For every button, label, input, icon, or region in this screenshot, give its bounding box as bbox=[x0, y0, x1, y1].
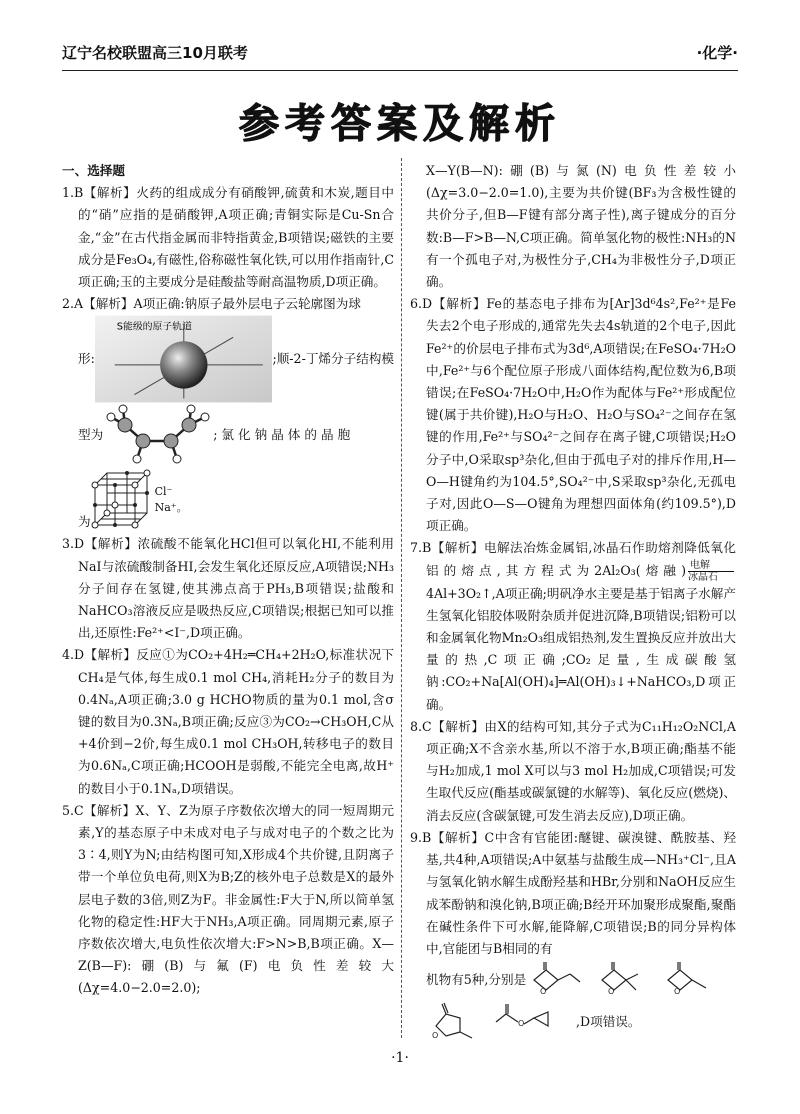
answer-2-text-d: ;氯化钠晶体的晶胞 bbox=[213, 427, 355, 443]
answer-9-isomer-row-2 bbox=[410, 1000, 736, 1044]
oxygen-label: O bbox=[518, 1019, 525, 1029]
nacl-legend bbox=[155, 484, 188, 516]
hydrogen-atom bbox=[119, 405, 127, 413]
reaction-condition bbox=[688, 560, 734, 583]
cyclopropyl-ring bbox=[534, 1012, 548, 1026]
answer-8: 8.C【解析】由X的结构可知,其分子式为C₁₁H₁₂O₂NCl,A项正确;X不含亲水基,所以不溶于水,B项正确;酯基不能与H₂加成,1 mol X可以与3 mol H₂加成,C项错误;可发生取代反应(酯基或碳氯键的水解等)、氧化反应(燃烧)、消去反应(含碳氯键,可发生消去反应),D项正确。 bbox=[410, 718, 736, 823]
answer-2-nacl-row bbox=[62, 467, 394, 533]
left-column bbox=[62, 160, 394, 1000]
answer-2-intro: 2.A【解析】A项正确:钠原子最外层电子云轮廓图为球 bbox=[62, 296, 361, 312]
answer-9-isomer-row bbox=[410, 960, 736, 1000]
answer-2-butene-row bbox=[62, 403, 394, 467]
header-right: ·化学· bbox=[696, 44, 738, 62]
hydrogen-atom bbox=[107, 413, 115, 421]
header-rule bbox=[62, 70, 738, 71]
answer-9-text-b: 机物有5种,分别是 bbox=[426, 972, 527, 987]
condition-top: 电解 bbox=[690, 559, 710, 571]
oxygen-label: O bbox=[540, 987, 547, 997]
carbon-atom bbox=[118, 418, 132, 432]
isomer-structures-row-2 bbox=[426, 1000, 576, 1044]
s-orbital-figure bbox=[95, 315, 273, 403]
answer-1: 1.B【解析】火药的组成成分有硝酸钾,硫黄和木炭,题目中的“硝”应指的是硝酸钾,A项正确;青铜实际是Cu-Sn合金,“金”在古代指金属而非特指黄金,B项错误;磁铁的主要成分是Fe₃O₄,有磁性,俗称磁性氧化铁,可以用作指南针,C项正确;玉的主要成分是硅酸盐等耐高温物质,D项正确。 bbox=[62, 185, 394, 290]
carbon-atom bbox=[182, 418, 196, 432]
answer-2-text-e: 为 bbox=[78, 514, 91, 530]
isomer-structures-row-1 bbox=[526, 960, 726, 1000]
column-divider bbox=[401, 158, 402, 1038]
carbon-atom bbox=[136, 434, 150, 448]
page-number: ·1· bbox=[391, 1050, 409, 1066]
legend-na: Na⁺。 bbox=[154, 501, 188, 515]
s-orbital-sphere bbox=[160, 342, 207, 389]
nacl-unit-cell bbox=[91, 469, 153, 531]
orbital-label: S能级的原子轨道 bbox=[116, 321, 192, 333]
section-heading: 一、选择题 bbox=[62, 163, 125, 178]
oxygen-label: O bbox=[432, 1031, 439, 1041]
hydrogen-atom bbox=[133, 455, 141, 463]
answer-2-sphere-row bbox=[62, 315, 394, 403]
header-left: 辽宁名校联盟高三10月联考 bbox=[62, 44, 248, 62]
answer-3: 3.D【解析】浓硫酸不能氧化HCl但可以氧化HI,不能利用NaI与浓硫酸制备HI,会发生氧化还原反应,A项错误;NH₃分子间存在氢键,使其沸点高于PH₃,B项错误;盐酸和NaHCO₃溶液反应是吸热反应,C项错误;根据已知可以推出,还原性:Fe²⁺<I⁻,D项正确。 bbox=[62, 536, 394, 641]
answer-2-text-b: ;顺-2-丁烯分子结构模 bbox=[272, 351, 394, 367]
legend-cl: Cl⁻ bbox=[154, 485, 173, 499]
answer-9-text-c: ,D项错误。 bbox=[576, 1014, 641, 1029]
answer-5-continued: X—Y(B—N):硼(B)与氮(N)电负性差较小(Δχ=3.0−2.0=1.0),主要为共价键(BF₃为含极性键的共价分子,但B—F键有部分离子性),离子键成分的百分数:B—F>B—N,C项正确。简单氢化物的极性:NH₃的N有一个孤电子对,为极性分子,CH₄为非极性分子,D项正确。 bbox=[426, 163, 736, 290]
oxygen-label: O bbox=[608, 987, 615, 997]
answer-2-text-a: 形: bbox=[78, 351, 95, 367]
answer-9: 9.B【解析】C中含有官能团:醚键、碳溴键、酰胺基、羟基,共4种,A项错误;A中氨基与盐酸生成—NH₃⁺Cl⁻,且A与氢氧化钠水解生成酚羟基和HBr,分别和NaOH反应生成苯酚钠和溴化钠,B项正确;B经开环加聚形成聚酯,聚酯在碱性条件下可水解,能降解,C项错误;B的同分异构体中,官能团与B相同的有 bbox=[410, 829, 736, 956]
answer-7-part-b: 4Al+3O₂↑,A项正确;明矾净水主要是基于铝离子水解产生氢氧化铝胶体吸附杂质并促进沉降,B项错误;铝粉可以和金属氧化物Mn₂O₃组成铝热剂,发生置换反应并放出大量的热,C项正确;CO₂足量,生成碳酸氢钠:CO₂+Na[Al(OH)₄]═Al(OH)₃↓+NaHCO₃,D项正确。 bbox=[426, 585, 736, 712]
answer-7 bbox=[410, 537, 736, 715]
condition-bottom: 冰晶石 bbox=[688, 571, 718, 583]
isomer-ring bbox=[436, 1014, 460, 1036]
answer-6: 6.D【解析】Fe的基态电子排布为[Ar]3d⁶4s²,Fe²⁺是Fe失去2个电子形成的,通常先失去4s轨道的2个电子,因此Fe²⁺的价层电子排布式为3d⁶,A项错误;在FeSO₄·7H₂O中,Fe²⁺与6个配位原子形成八面体结构,配位数为6,B项错误;在FeSO₄·7H₂O中,H₂O作为配体与Fe²⁺形成配位键(属于共价键),H₂O与H₂O、H₂O与SO₄²⁻之间存在氢键的作用,Fe²⁺与SO₄²⁻之间存在离子键,C项错误;H₂O分子中,O采取sp³杂化,但由于孤电子对的排斥作用,H—O—H键角约为104.5°,SO₄²⁻中,S采取sp³杂化,无孤电子对,因此O—S—O键角为理想四面体角(约109.5°),D项正确。 bbox=[410, 296, 736, 534]
answer-4: 4.D【解析】反应①为CO₂+4H₂═CH₄+2H₂O,标准状况下CH₄是气体,每生成0.1 mol CH₄,消耗H₂分子的数目为0.4Nₐ,A项正确;3.0 g HCHO物质的量为0.1 mol,含σ键的数目为0.3Nₐ,B项正确;反应③为CO₂→CH₃OH,C从+4价到−2价,每生成0.1 mol CH₃OH,转移电子的数目为0.6Nₐ,C项正确;HCOOH是弱酸,不能完全电离,故H⁺的数目小于0.1Nₐ,D项错误。 bbox=[62, 647, 394, 796]
answer-5: 5.C【解析】X、Y、Z为原子序数依次增大的同一短周期元素,Y的基态原子中未成对电子与成对电子的个数之比为3∶4,则Y为N;由结构图可知,X形成4个共价键,且阴离子带一个单位负电荷,则X为B;Z的核外电子总数是X的最外层电子数的3倍,则Z为F。非金属性:F大于N,所以简单氢化物的稳定性:HF大于NH₃,A项正确。同周期元素,原子序数依次增大,电负性依次增大:F>N>B,B项正确。X—Z(B—F):硼(B)与氟(F)电负性差较大(Δχ=4.0−2.0=2.0); bbox=[62, 802, 394, 996]
carbon-atom bbox=[164, 434, 178, 448]
hydrogen-atom bbox=[187, 405, 195, 413]
cis-2-butene-model bbox=[103, 403, 213, 467]
answer-7-part-a: 7.B【解析】电解法冶炼金属铝,冰晶石作助熔剂降低氧化铝的熔点,其方程式为2Al₂O₃(熔融) bbox=[410, 540, 736, 578]
page-header bbox=[62, 42, 738, 66]
right-column bbox=[410, 160, 736, 1044]
hydrogen-atom bbox=[201, 413, 209, 421]
page-title: 参考答案及解析 bbox=[239, 101, 561, 147]
answer-2-text-c: 型为 bbox=[78, 427, 104, 443]
hydrogen-atom bbox=[173, 455, 181, 463]
oxygen-label: O bbox=[674, 987, 681, 997]
